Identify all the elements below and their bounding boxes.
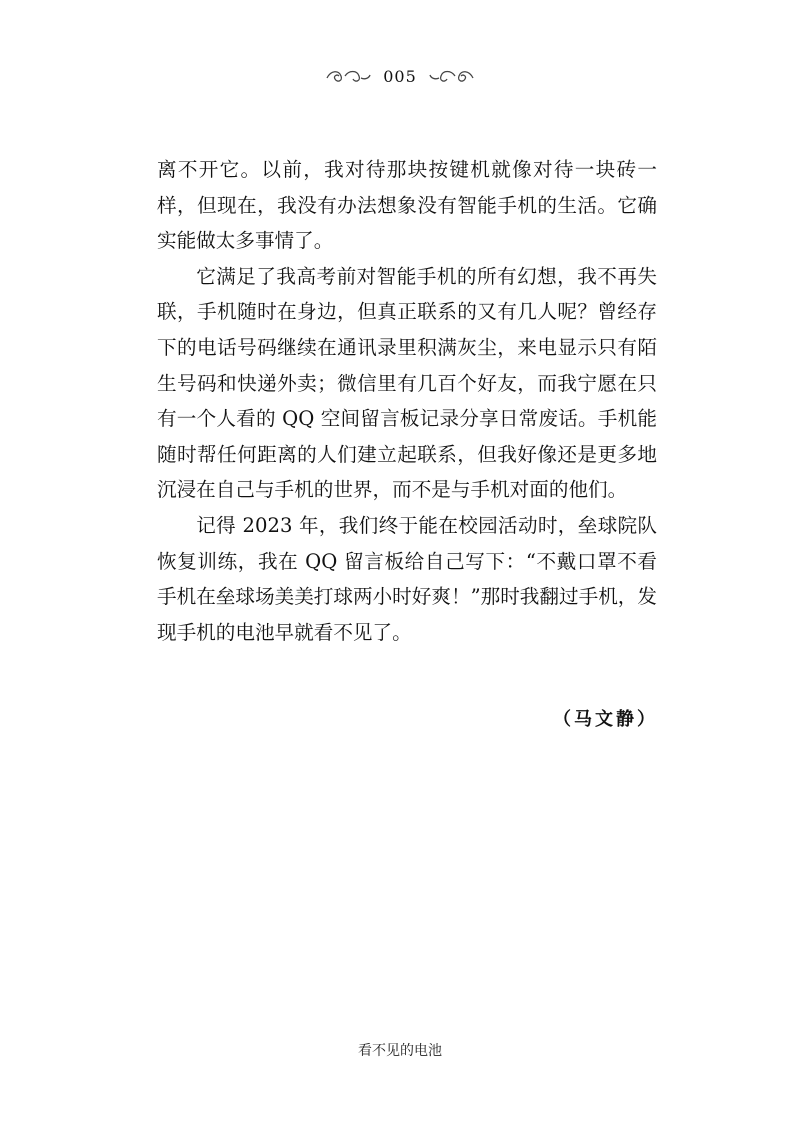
- author-signature: （马文静）: [553, 709, 658, 730]
- scroll-ornament-icon: [323, 66, 373, 86]
- scroll-ornament-icon: [427, 66, 477, 86]
- paragraph: 它满足了我高考前对智能手机的所有幻想，我不再失联，手机随时在身边，但真正联系的又有几人呢？曾经存下的电话号码继续在通讯录里积满灰尘，来电显示只有陌生号码和快递外卖；微信里有几百个好友，而我宁愿在只有一个人看的 QQ 空间留言板记录分享日常废话。手机能随时帮任何距离的人们建立起联系，但我好像还是更多地沉浸在自己与手机的世界，而不是与手机对面的他们。: [157, 264, 657, 502]
- body-text: [157, 152, 657, 650]
- page-header: [0, 62, 800, 90]
- paragraph: 离不开它。以前，我对待那块按键机就像对待一块砖一样，但现在，我没有办法想象没有智能手机的生活。它确实能做太多事情了。: [157, 158, 657, 253]
- running-footer: 看不见的电池: [358, 1043, 442, 1059]
- page-number: 005: [383, 66, 417, 86]
- paragraph: 记得 2023 年，我们终于能在校园活动时，垒球院队恢复训练，我在 QQ 留言板给自己写下：“不戴口罩不看手机在垒球场美美打球两小时好爽！”那时我翻过手机，发现手机的电池早就看不见了。: [157, 513, 657, 644]
